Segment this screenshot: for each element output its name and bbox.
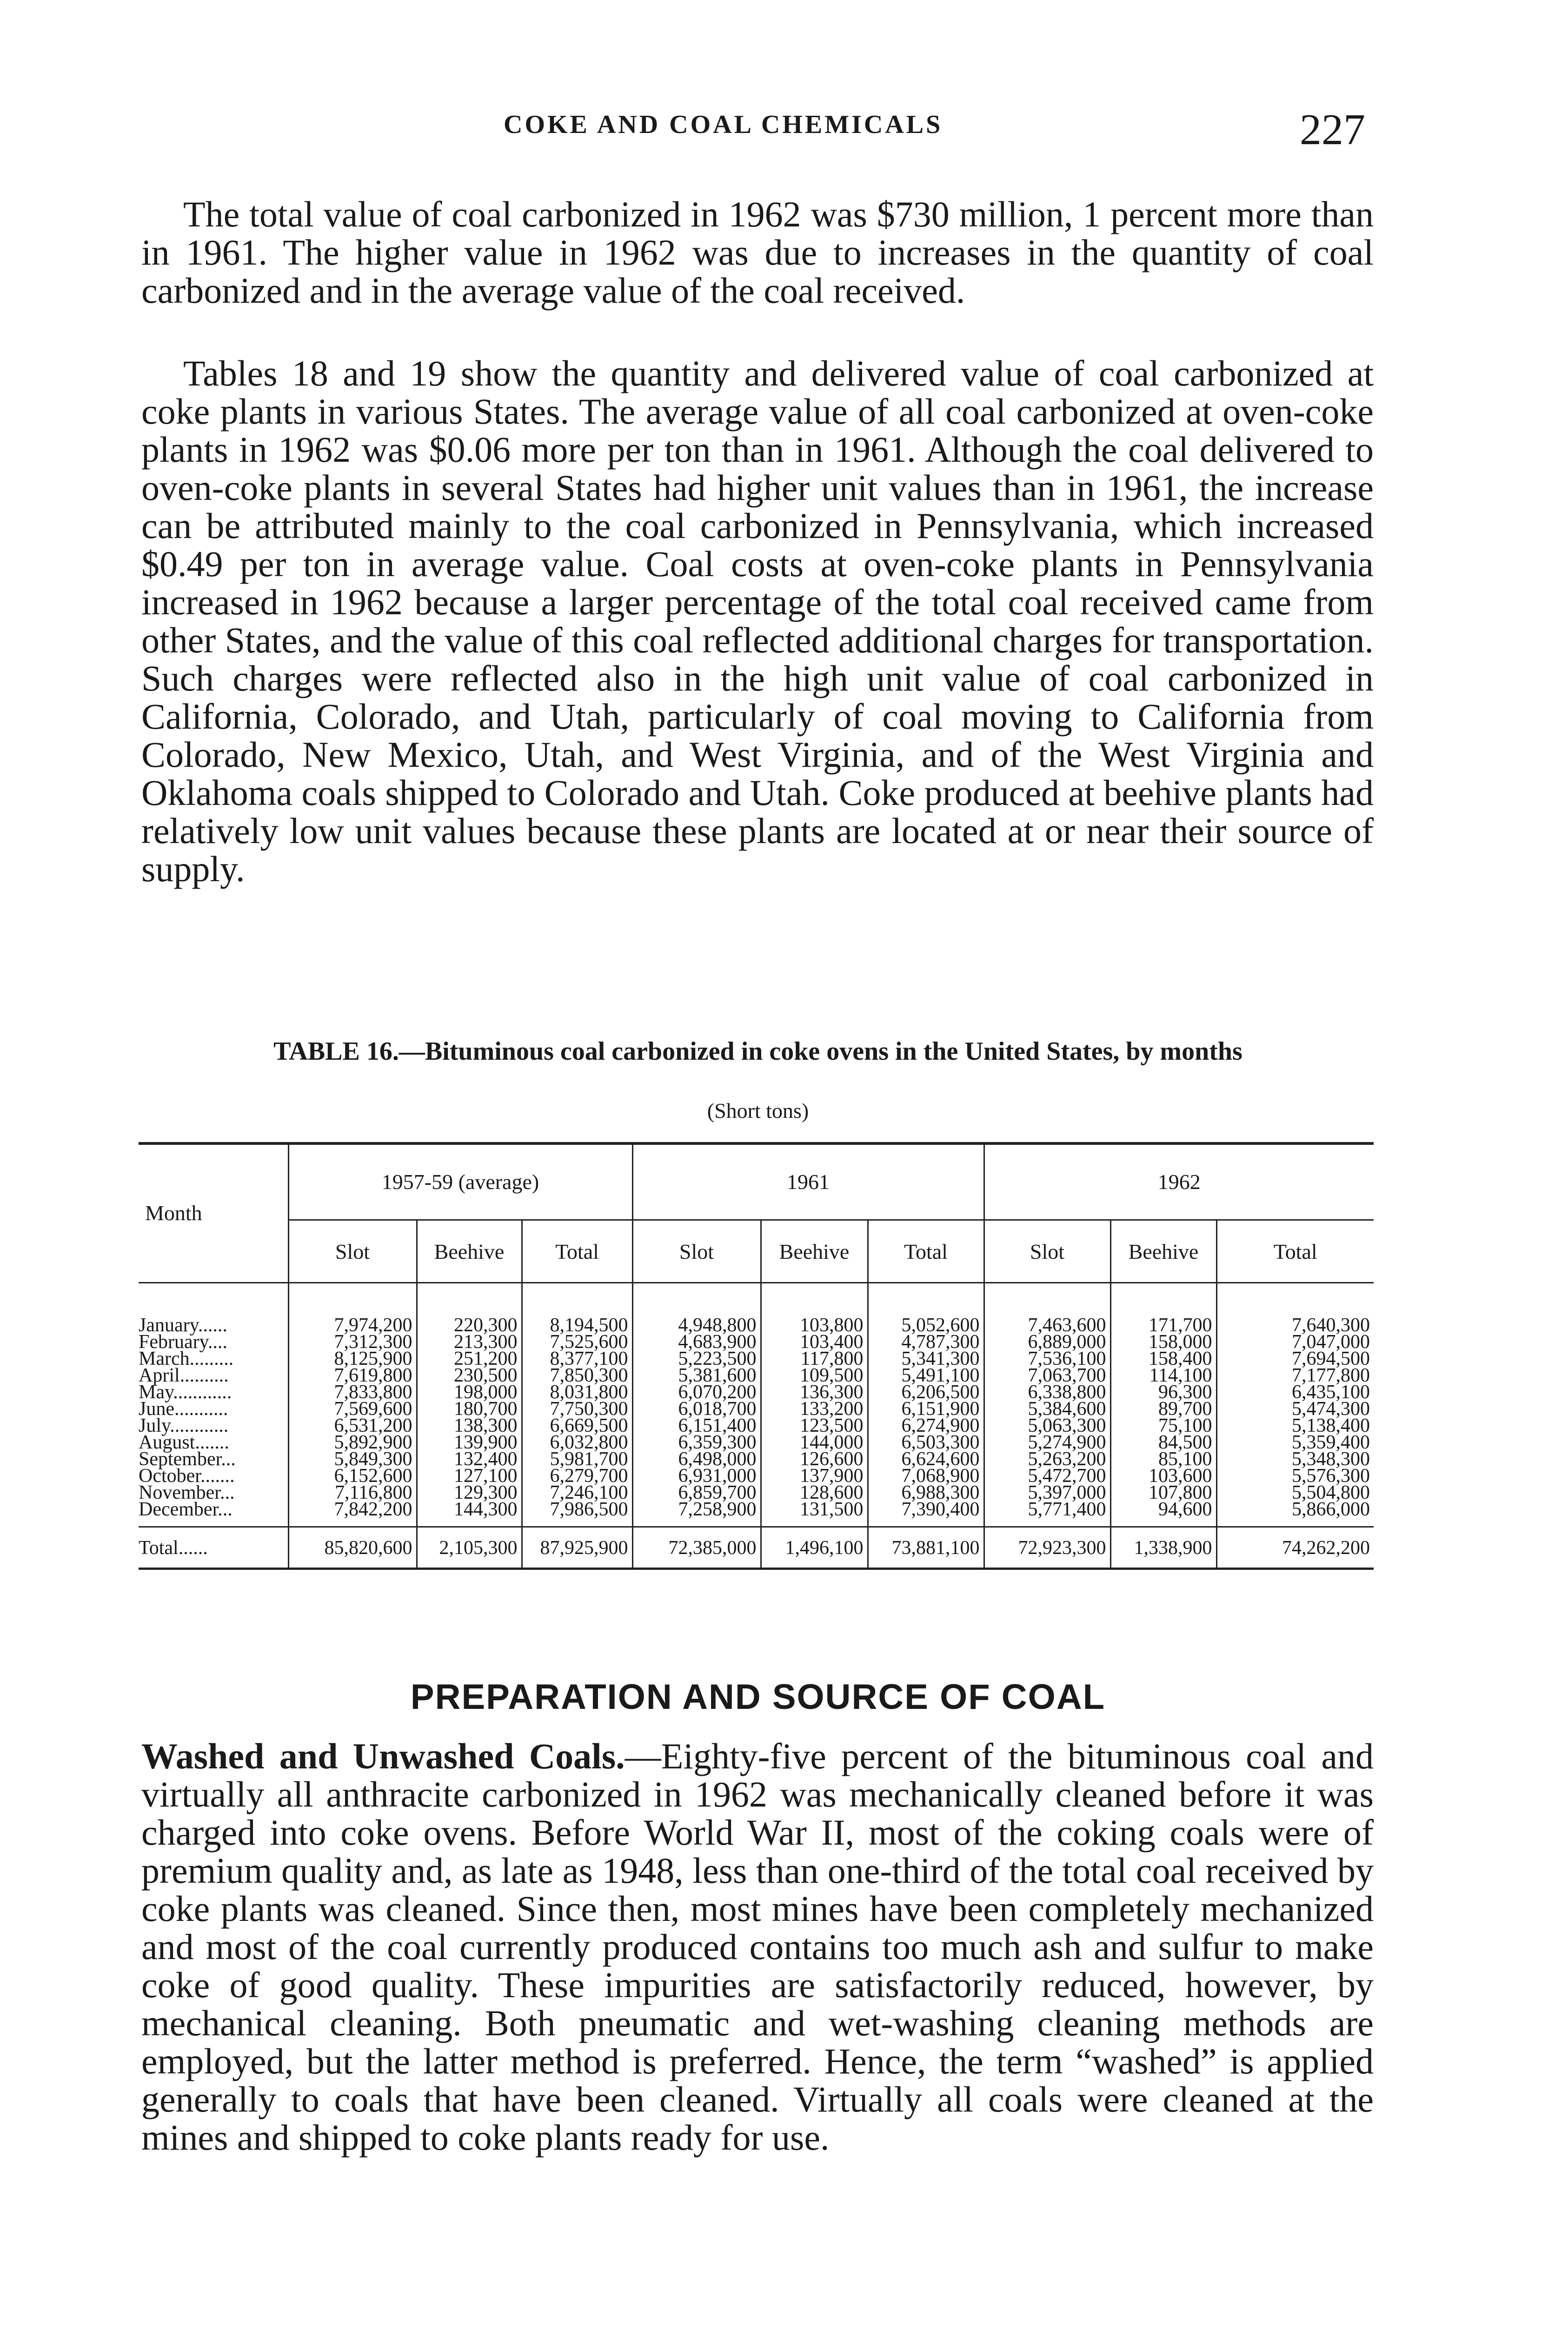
value-cell: 5,981,700 [522, 1451, 632, 1468]
value-cell: 6,669,500 [522, 1417, 632, 1434]
value-cell: 220,300 [417, 1283, 522, 1334]
leader-dots: ......... [189, 1348, 234, 1369]
value-cell: 8,031,800 [522, 1384, 632, 1401]
value-cell: 128,600 [761, 1484, 868, 1501]
subcolumn-beehive: Beehive [1110, 1220, 1216, 1283]
value-cell: 5,771,400 [984, 1501, 1110, 1527]
running-head: COKE AND COAL CHEMICALS [504, 110, 943, 139]
value-cell: 85,820,600 [288, 1527, 417, 1569]
leader-dots: ....... [200, 1465, 235, 1487]
value-cell: 72,385,000 [632, 1527, 761, 1569]
value-cell: 7,177,800 [1292, 1365, 1370, 1386]
value-cell: 4,948,800 [632, 1283, 761, 1334]
value-cell: 5,576,300 [1292, 1465, 1370, 1487]
value-cell: 6,032,800 [522, 1434, 632, 1451]
value-cell: 94,600 [1110, 1501, 1216, 1527]
page-number: 227 [1300, 106, 1365, 154]
value-cell: 7,640,300 [1292, 1315, 1370, 1336]
table-total-row [139, 1527, 1374, 1569]
value-cell: 107,800 [1110, 1484, 1216, 1501]
value-cell: 6,359,300 [632, 1434, 761, 1451]
value-cell: 5,341,300 [868, 1350, 984, 1367]
value-cell: 6,338,800 [984, 1384, 1110, 1401]
value-cell: 126,600 [761, 1451, 868, 1468]
value-cell: 6,151,900 [868, 1401, 984, 1417]
value-cell: 158,400 [1110, 1350, 1216, 1367]
value-cell: 144,000 [761, 1434, 868, 1451]
value-cell: 7,536,100 [984, 1350, 1110, 1367]
subcolumn-slot: Slot [632, 1220, 761, 1283]
value-cell: 6,206,500 [868, 1384, 984, 1401]
table-body [139, 1283, 1374, 1569]
value-cell: 132,400 [417, 1451, 522, 1468]
value-cell: 114,100 [1110, 1367, 1216, 1384]
value-cell: 5,397,000 [984, 1484, 1110, 1501]
month-name: September [139, 1448, 221, 1470]
value-cell: 230,500 [417, 1367, 522, 1384]
value-cell: 129,300 [417, 1484, 522, 1501]
value-cell: 123,500 [761, 1417, 868, 1434]
month-name: May [139, 1382, 173, 1403]
value-cell: 7,974,200 [288, 1283, 417, 1334]
value-cell: 127,100 [417, 1468, 522, 1484]
subcolumn-beehive: Beehive [417, 1220, 522, 1283]
value-cell: 5,063,300 [984, 1417, 1110, 1434]
leader-dots: ............ [170, 1415, 229, 1436]
value-cell: 2,105,300 [417, 1527, 522, 1569]
value-cell: 85,100 [1110, 1451, 1216, 1468]
value-cell: 5,263,200 [984, 1451, 1110, 1468]
value-cell: 6,859,700 [632, 1484, 761, 1501]
paragraph-text: —Eighty-five percent of the bituminous coal and virtually all anthracite carbonized in 1962 was mechanically cleaned before it was charged into coke ovens. Before World War II, most of the coking coals were of premium quality and, as late as 1948, less than one-third of the total coal received by coke plants was cleaned. Since then, most mines have been completely mechanized and most of the coal currently produced contains too much ash and sulfur to make coke of good quality. These impurities are satisfactorily reduced, however, by mechanical cleaning. Both pneumatic and wet-washing cleaning methods are employed, but the latter method is preferred. Hence, the term “washed” is applied generally to coals that have been cleaned. Virtually all coals were cleaned at the mines and shipped to coke plants ready for use. [141, 1736, 1374, 2158]
value-cell: 7,063,700 [984, 1367, 1110, 1384]
value-cell: 138,300 [417, 1417, 522, 1434]
value-cell: 6,503,300 [868, 1434, 984, 1451]
value-cell: 5,504,800 [1292, 1482, 1370, 1503]
subcolumn-slot: Slot [288, 1220, 417, 1283]
value-cell: 171,700 [1110, 1283, 1216, 1334]
value-cell: 7,068,900 [868, 1468, 984, 1484]
value-cell: 7,116,800 [288, 1484, 417, 1501]
table-label: TABLE 16. [273, 1037, 399, 1066]
value-cell: 139,900 [417, 1434, 522, 1451]
month-cell [139, 1283, 288, 1334]
month-name: February [139, 1331, 208, 1353]
paragraph-text: The total value of coal carbonized in 1962 was $730 million, 1 percent more than in 1961. The higher value in 1962 was due to increases in the quantity of coal carbonized and in the average value of the coal received. [141, 194, 1374, 311]
value-cell: 6,151,400 [632, 1417, 761, 1434]
leader-dots: ... [218, 1499, 233, 1520]
value-cell: 5,472,700 [984, 1468, 1110, 1484]
value-cell: 7,750,300 [522, 1401, 632, 1417]
paragraph-tables-18-19 [141, 354, 1374, 888]
value-cell: 5,866,000 [1292, 1499, 1370, 1520]
value-cell: 72,923,300 [984, 1527, 1110, 1569]
value-cell: 7,842,200 [288, 1501, 417, 1527]
value-cell: 6,018,700 [632, 1401, 761, 1417]
value-cell: 73,881,100 [868, 1527, 984, 1569]
leader-dots: ....... [195, 1432, 229, 1453]
value-cell: 5,274,900 [984, 1434, 1110, 1451]
leader-dots: .......... [179, 1365, 229, 1386]
value-cell: 6,931,000 [632, 1468, 761, 1484]
value-cell: 103,600 [1110, 1468, 1216, 1484]
table-title: —Bituminous coal carbonized in coke ovens in the United States, by months [399, 1037, 1242, 1066]
month-cell [139, 1501, 288, 1527]
value-cell: 5,359,400 [1292, 1432, 1370, 1453]
table-row [139, 1283, 1374, 1334]
value-cell: 6,498,000 [632, 1451, 761, 1468]
value-cell: 131,500 [761, 1501, 868, 1527]
month-name: March [139, 1348, 190, 1369]
value-cell: 7,833,800 [288, 1384, 417, 1401]
value-cell: 1,338,900 [1110, 1527, 1216, 1569]
value-cell: 7,312,300 [288, 1334, 417, 1350]
leader-dots: ...... [178, 1537, 208, 1559]
value-cell: 5,348,300 [1292, 1448, 1370, 1470]
leader-dots: ............ [173, 1382, 232, 1403]
month-name: Total [139, 1537, 179, 1559]
value-cell: 6,531,200 [288, 1417, 417, 1434]
value-cell: 7,258,900 [632, 1501, 761, 1527]
value-cell: 5,849,300 [288, 1451, 417, 1468]
value-cell: 7,390,400 [868, 1501, 984, 1527]
leader-dots: ... [221, 1448, 236, 1470]
subcolumn-total: Total [1216, 1220, 1374, 1283]
month-column-header: Month [139, 1144, 288, 1283]
value-cell: 5,892,900 [288, 1434, 417, 1451]
value-cell: 213,300 [417, 1334, 522, 1350]
value-cell: 7,047,000 [1292, 1331, 1370, 1353]
value-cell: 5,381,600 [632, 1367, 761, 1384]
leader-dots: .... [207, 1331, 227, 1353]
value-cell: 6,274,900 [868, 1417, 984, 1434]
value-cell: 198,000 [417, 1384, 522, 1401]
value-cell: 7,694,500 [1292, 1348, 1370, 1369]
paragraph-text: Tables 18 and 19 show the quantity and delivered value of coal carbonized at coke plants in various States. The average value of all coal carbonized at oven-coke plants in 1962 was $0.06 more per ton than in 1961. Although the coal delivered to oven-coke plants in several States had higher unit values than in 1961, the increase can be attributed mainly to the coal carbonized in Pennsylvania, which increased $0.49 per ton in average value. Coal costs at oven-coke plants in Pennsylvania increased in 1962 because a larger percentage of the total coal received came from other States, and the value of this coal reflected additional charges for transportation. Such charges were reflected also in the high unit value of coal carbonized in California, Colorado, and Utah, particularly of coal moving to California from Colorado, New Mexico, Utah, and West Virginia, and of the West Virginia and Oklahoma coals shipped to Colorado and Utah. Coke produced at beehive plants had relatively low unit values because these plants are located at or near their source of supply. [141, 353, 1374, 889]
group-header-1957-59: 1957-59 (average) [288, 1144, 632, 1220]
value-cell: 137,900 [761, 1468, 868, 1484]
value-cell: 1,496,100 [761, 1527, 868, 1569]
month-name: April [139, 1365, 180, 1386]
value-cell: 7,246,100 [522, 1484, 632, 1501]
run-in-heading: Washed and Unwashed Coals. [141, 1736, 625, 1776]
group-header-1962: 1962 [984, 1144, 1374, 1220]
value-cell: 136,300 [761, 1384, 868, 1401]
section-heading: PREPARATION AND SOURCE OF COAL [410, 1677, 1106, 1717]
value-cell: 6,889,000 [984, 1334, 1110, 1350]
subcolumn-total: Total [868, 1220, 984, 1283]
month-name: August [139, 1432, 195, 1453]
value-cell: 5,384,600 [984, 1401, 1110, 1417]
value-cell: 180,700 [417, 1401, 522, 1417]
group-header-1961: 1961 [632, 1144, 984, 1220]
value-cell: 6,988,300 [868, 1484, 984, 1501]
value-cell: 103,400 [761, 1334, 868, 1350]
value-cell: 7,986,500 [522, 1501, 632, 1527]
subcolumn-beehive: Beehive [761, 1220, 868, 1283]
value-cell: 6,279,700 [522, 1468, 632, 1484]
leader-dots: ... [219, 1482, 235, 1503]
value-cell: 6,435,100 [1292, 1382, 1370, 1403]
value-cell: 158,000 [1110, 1334, 1216, 1350]
value-cell: 89,700 [1110, 1401, 1216, 1417]
value-cell: 8,194,500 [522, 1283, 632, 1334]
value-cell: 5,052,600 [868, 1283, 984, 1334]
value-cell: 75,100 [1110, 1417, 1216, 1434]
value-cell: 87,925,900 [522, 1527, 632, 1569]
value-cell: 6,152,600 [288, 1468, 417, 1484]
value-cell: 7,619,800 [288, 1367, 417, 1384]
value-cell: 8,125,900 [288, 1350, 417, 1367]
value-cell: 96,300 [1110, 1384, 1216, 1401]
value-cell: 8,377,100 [522, 1350, 632, 1367]
value-cell: 7,569,600 [288, 1401, 417, 1417]
month-name: June [139, 1398, 174, 1420]
paragraph-total-value [141, 195, 1374, 310]
leader-dots: ........... [174, 1398, 228, 1420]
value-cell: 117,800 [761, 1350, 868, 1367]
paragraph-washed-coals [141, 1737, 1374, 2157]
value-cell: 144,300 [417, 1501, 522, 1527]
table-row [139, 1501, 1374, 1527]
subcolumn-total: Total [522, 1220, 632, 1283]
month-name: November [139, 1482, 220, 1503]
value-cell: 5,491,100 [868, 1367, 984, 1384]
value-cell: 7,463,600 [984, 1283, 1110, 1334]
value-cell: 6,070,200 [632, 1384, 761, 1401]
subcolumn-slot: Slot [984, 1220, 1110, 1283]
value-cell: 4,787,300 [868, 1334, 984, 1350]
table-caption [142, 1036, 1374, 1067]
table-unit: (Short tons) [707, 1099, 809, 1123]
value-cell: 5,223,500 [632, 1350, 761, 1367]
coal-carbonized-table [139, 1144, 1374, 1570]
month-name: January [139, 1315, 198, 1336]
leader-dots: ...... [198, 1315, 227, 1336]
value-cell: 5,138,400 [1292, 1415, 1370, 1436]
value-cell: 251,200 [417, 1350, 522, 1367]
value-cell: 7,850,300 [522, 1367, 632, 1384]
value-cell: 6,624,600 [868, 1451, 984, 1468]
value-cell: 4,683,900 [632, 1334, 761, 1350]
value-cell: 133,200 [761, 1401, 868, 1417]
month-name: October [139, 1465, 200, 1487]
value-cell: 109,500 [761, 1367, 868, 1384]
value-cell: 74,262,200 [1216, 1527, 1374, 1569]
month-cell [139, 1527, 288, 1569]
month-name: July [139, 1415, 170, 1436]
month-name: December [139, 1499, 218, 1520]
value-cell: 7,525,600 [522, 1334, 632, 1350]
value-cell: 5,474,300 [1292, 1398, 1370, 1420]
value-cell: 84,500 [1110, 1434, 1216, 1451]
value-cell: 103,800 [761, 1283, 868, 1334]
